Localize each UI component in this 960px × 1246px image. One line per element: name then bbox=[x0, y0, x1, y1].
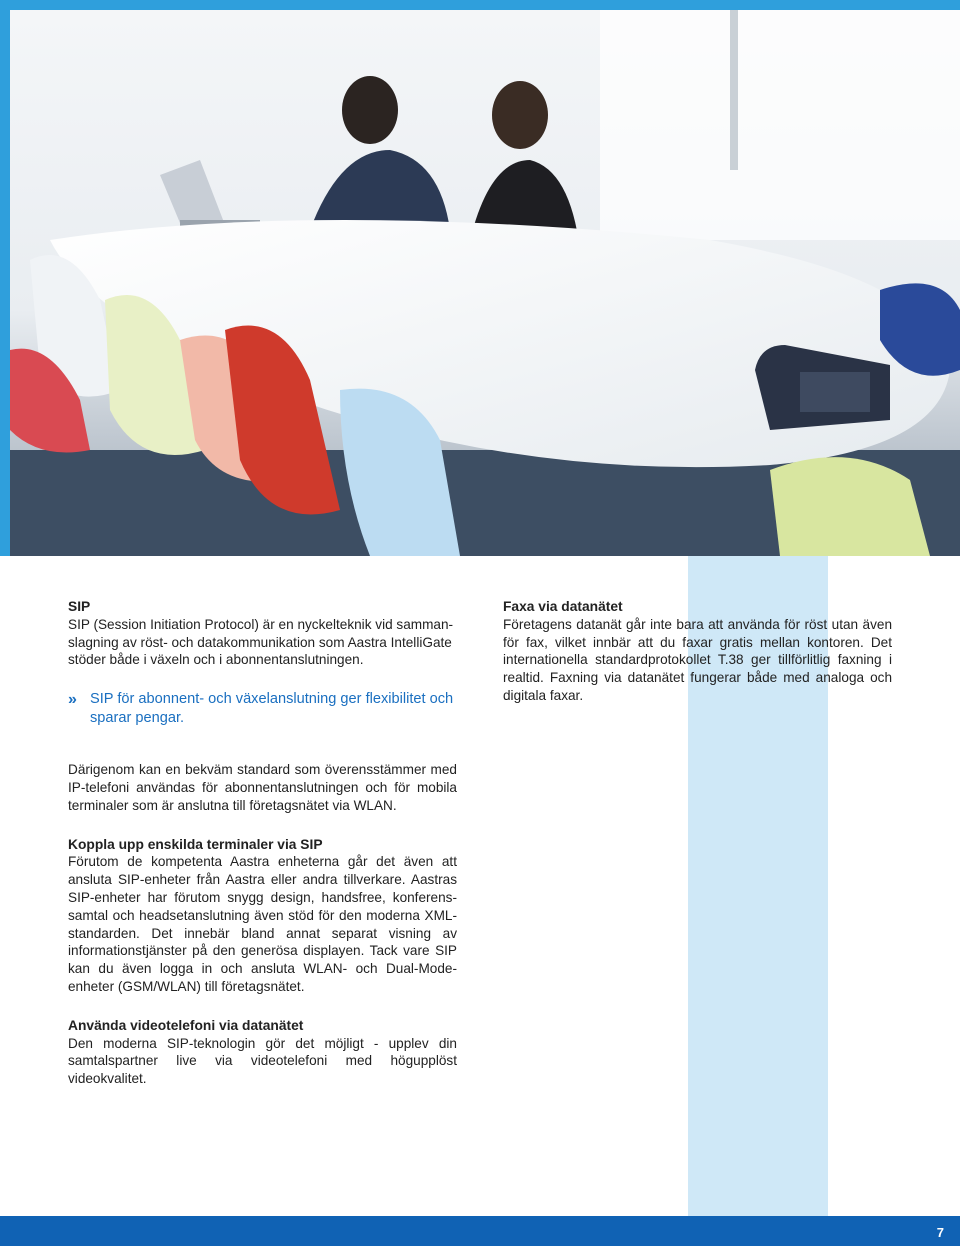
fax-heading: Faxa via datanätet bbox=[503, 599, 623, 614]
section2-heading: Koppla upp enskilda terminaler via SIP bbox=[68, 836, 323, 852]
header-photo-band bbox=[0, 0, 960, 556]
section3-heading: Använda videotelefoni via datanätet bbox=[68, 1017, 304, 1033]
footer-bar bbox=[0, 1216, 960, 1246]
callout-text: SIP för abonnent- och växelanslutning ger flexibilitet och sparar pengar. bbox=[90, 691, 454, 727]
page-number: 7 bbox=[936, 1225, 944, 1240]
intro-paragraph: Därigenom kan en bekväm standard som överensstämmer med IP-telefoni användas för abonnentanslutningen och för mobila terminaler som är anslutna till företagsnätet via WLAN. bbox=[68, 762, 457, 813]
section2-body: Förutom de kompetenta Aastra enheterna går det även att ansluta SIP-enheter från Aastra eller andra tillverkare. Aastras SIP-enheter har förutom snygg design, handsfree, konferens-samtal och headsetanslutning även stöd för den moderna XML-standarden. Det innebär bland annat separat visning av informationstjänster på den generösa displayen. Tack vare SIP kan du även logga in och ansluta WLAN- och Dual-Mode-enheter (GSM/WLAN) till företagsnätet. bbox=[68, 854, 457, 994]
fax-body: Företagens datanät går inte bara att använda för röst utan även för fax, vilket innbär att du faxar gratis mellan kontoren. Det internationella standardprotokollet T.38 ger tillförlitlig faxning i realtid. Faxning via datanätet fungerar både med analoga och digitala faxar. bbox=[503, 616, 892, 703]
sip-heading: SIP bbox=[68, 599, 91, 614]
callout bbox=[68, 690, 457, 728]
sip-body: SIP (Session Initiation Protocol) är en nyckelteknik vid samman-slagning av röst- och datakommunikation som Aastra IntelliGate stöder både i växeln och i abonnentanslutningen. bbox=[68, 616, 454, 668]
section3-body: Den moderna SIP-teknologin gör det möjligt - upplev din samtalspartner live via videotelefoni med högupplöst videokvalitet. bbox=[68, 1035, 457, 1087]
right-column bbox=[503, 598, 892, 705]
double-chevron-icon: » bbox=[68, 691, 77, 709]
office-meeting-photo bbox=[10, 10, 960, 556]
left-column bbox=[68, 598, 457, 1088]
